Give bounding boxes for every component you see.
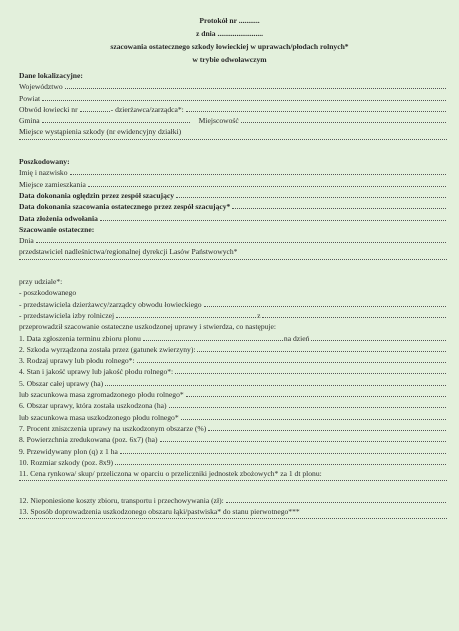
unincurred-costs-label: 12. Nieponiesione koszty zbioru, transportu i przechowywania (zł):	[19, 495, 224, 505]
form-subtitle: w trybie odwoławczym	[192, 55, 267, 64]
form-content	[19, 71, 447, 530]
forest-representative-field[interactable]	[19, 259, 447, 260]
species-label: 2. Szkoda wyrządzona została przez (gatunek zwierzyny):	[19, 344, 196, 354]
day-label: Dnia	[19, 236, 34, 246]
name-field[interactable]	[70, 174, 446, 175]
participant-injured: - poszkodowanego	[19, 288, 77, 298]
unincurred-costs-field[interactable]	[226, 502, 446, 503]
protocol-date: z dnia ........................	[195, 29, 264, 38]
damage-size-field[interactable]	[115, 464, 446, 465]
district-field[interactable]	[42, 100, 446, 101]
inspection-date-field[interactable]	[176, 197, 446, 198]
residence-label: Miejsce zamieszkania	[19, 179, 86, 189]
damaged-area-field[interactable]	[169, 407, 446, 408]
form-header	[0, 0, 459, 66]
total-area-field[interactable]	[105, 385, 446, 386]
expected-yield-label: 9. Przewidywany plon (q) z 1 ha	[19, 446, 118, 456]
estimation-date-label: Data dokonania szacowania ostatecznego przez zespół szacujący*	[19, 202, 231, 212]
participant-tenant-field[interactable]	[204, 306, 446, 307]
conducted-statement: przeprowadził szacowanie ostateczne uszkodzonej uprawy i stwierdza, co następuje:	[19, 322, 277, 332]
crop-type-field[interactable]	[137, 362, 446, 363]
locality-label: Miejscowość	[198, 116, 239, 126]
restoration-method-label: 13. Sposób doprowadzenia uszkodzonego obszaru łąki/pastwiska* do stanu pierwotnego***	[19, 506, 300, 516]
protocol-number: Protokół nr ...........	[199, 16, 260, 25]
district-label: Powiat	[19, 93, 41, 103]
crop-type-label: 3. Rodzaj uprawy lub płodu rolnego*:	[19, 356, 135, 366]
voivodeship-field[interactable]	[65, 88, 446, 89]
name-label: Imię i nazwisko	[19, 168, 68, 178]
crop-state-field[interactable]	[175, 373, 446, 374]
day-field[interactable]	[36, 242, 446, 243]
participation-label: przy udziale*:	[19, 277, 63, 287]
participant-chamber-from-field[interactable]	[262, 317, 446, 318]
location-heading: Dane lokalizacyjne:	[19, 71, 83, 80]
forest-representative-label: przedstawiciel nadleśnictwa/regionalnej dyrekcji Lasów Państwowych*	[19, 247, 238, 257]
hunting-district-label: Obwód łowiecki nr	[19, 104, 78, 114]
damaged-mass-field[interactable]	[181, 419, 446, 420]
final-estimation-heading: Szacowanie ostateczne:	[19, 224, 95, 234]
total-mass-field[interactable]	[186, 396, 446, 397]
reduced-area-label: 8. Powierzchnia zredukowana (poz. 6x7) (ha)	[19, 435, 158, 445]
harvest-on-day-field[interactable]	[311, 340, 446, 341]
harvest-date-label: 1. Data zgłoszenia terminu zbioru plonu	[19, 333, 141, 343]
damage-size-label: 10. Rozmiar szkody (poz. 8x9)	[19, 457, 114, 467]
damage-location-label: Miejsce wystąpienia szkody (nr ewidencyjny działki)	[19, 127, 182, 137]
participant-tenant-label: - przedstawiciela dzierżawcy/zarządcy obwodu łowieckiego	[19, 299, 202, 309]
expected-yield-field[interactable]	[120, 453, 446, 454]
reduced-area-field[interactable]	[160, 441, 446, 442]
injured-heading: Poszkodowany:	[19, 157, 70, 167]
form-title: szacowania ostatecznego szkody łowieckiej w uprawach/płodach rolnych*	[110, 42, 349, 51]
hunting-district-number-field[interactable]	[80, 111, 110, 112]
appeal-date-field[interactable]	[100, 220, 446, 221]
species-field[interactable]	[197, 351, 446, 352]
participant-chamber-from-label: z	[257, 310, 261, 320]
market-price-field[interactable]	[19, 480, 447, 481]
participant-chamber-label: - przedstawiciela izby rolniczej	[19, 310, 115, 320]
total-mass-label: lub szacunkowa masa zgromadzonego płodu rolnego*	[19, 390, 184, 400]
crop-state-label: 4. Stan i jakość uprawy lub jakość płodu rolnego*:	[19, 367, 174, 377]
participant-chamber-field[interactable]	[116, 317, 256, 318]
tenant-field[interactable]	[186, 111, 446, 112]
harvest-on-day-label: na dzień	[283, 333, 310, 343]
locality-field[interactable]	[241, 122, 446, 123]
total-area-label: 5. Obszar całej uprawy (ha)	[19, 378, 104, 388]
residence-field[interactable]	[88, 186, 446, 187]
damaged-mass-label: lub szacunkowa masa uszkodzonego płodu rolnego*	[19, 412, 179, 422]
damage-percent-label: 7. Procent zniszczenia uprawy na uszkodzonym obszarze (%)	[19, 423, 207, 433]
commune-field[interactable]	[42, 122, 190, 123]
tenant-label: - dzierżawca/zarządca*:	[110, 104, 184, 114]
damage-location-field[interactable]	[19, 139, 447, 140]
commune-label: Gmina	[19, 116, 40, 126]
damage-percent-field[interactable]	[208, 430, 446, 431]
voivodeship-label: Województwo	[19, 82, 63, 92]
inspection-date-label: Data dokonania oględzin przez zespół szacujący	[19, 190, 175, 200]
market-price-label: 11. Cena rynkowa/ skup/ przeliczona w oparciu o przeliczniki jednostek zbożowych* za 1 dt plonu:	[19, 469, 322, 479]
restoration-method-field[interactable]	[19, 518, 447, 519]
damaged-area-label: 6. Obszar uprawy, która została uszkodzona (ha)	[19, 401, 167, 411]
harvest-date-field[interactable]	[143, 340, 283, 341]
estimation-date-field[interactable]	[232, 208, 446, 209]
appeal-date-label: Data złożenia odwołania	[19, 213, 98, 223]
